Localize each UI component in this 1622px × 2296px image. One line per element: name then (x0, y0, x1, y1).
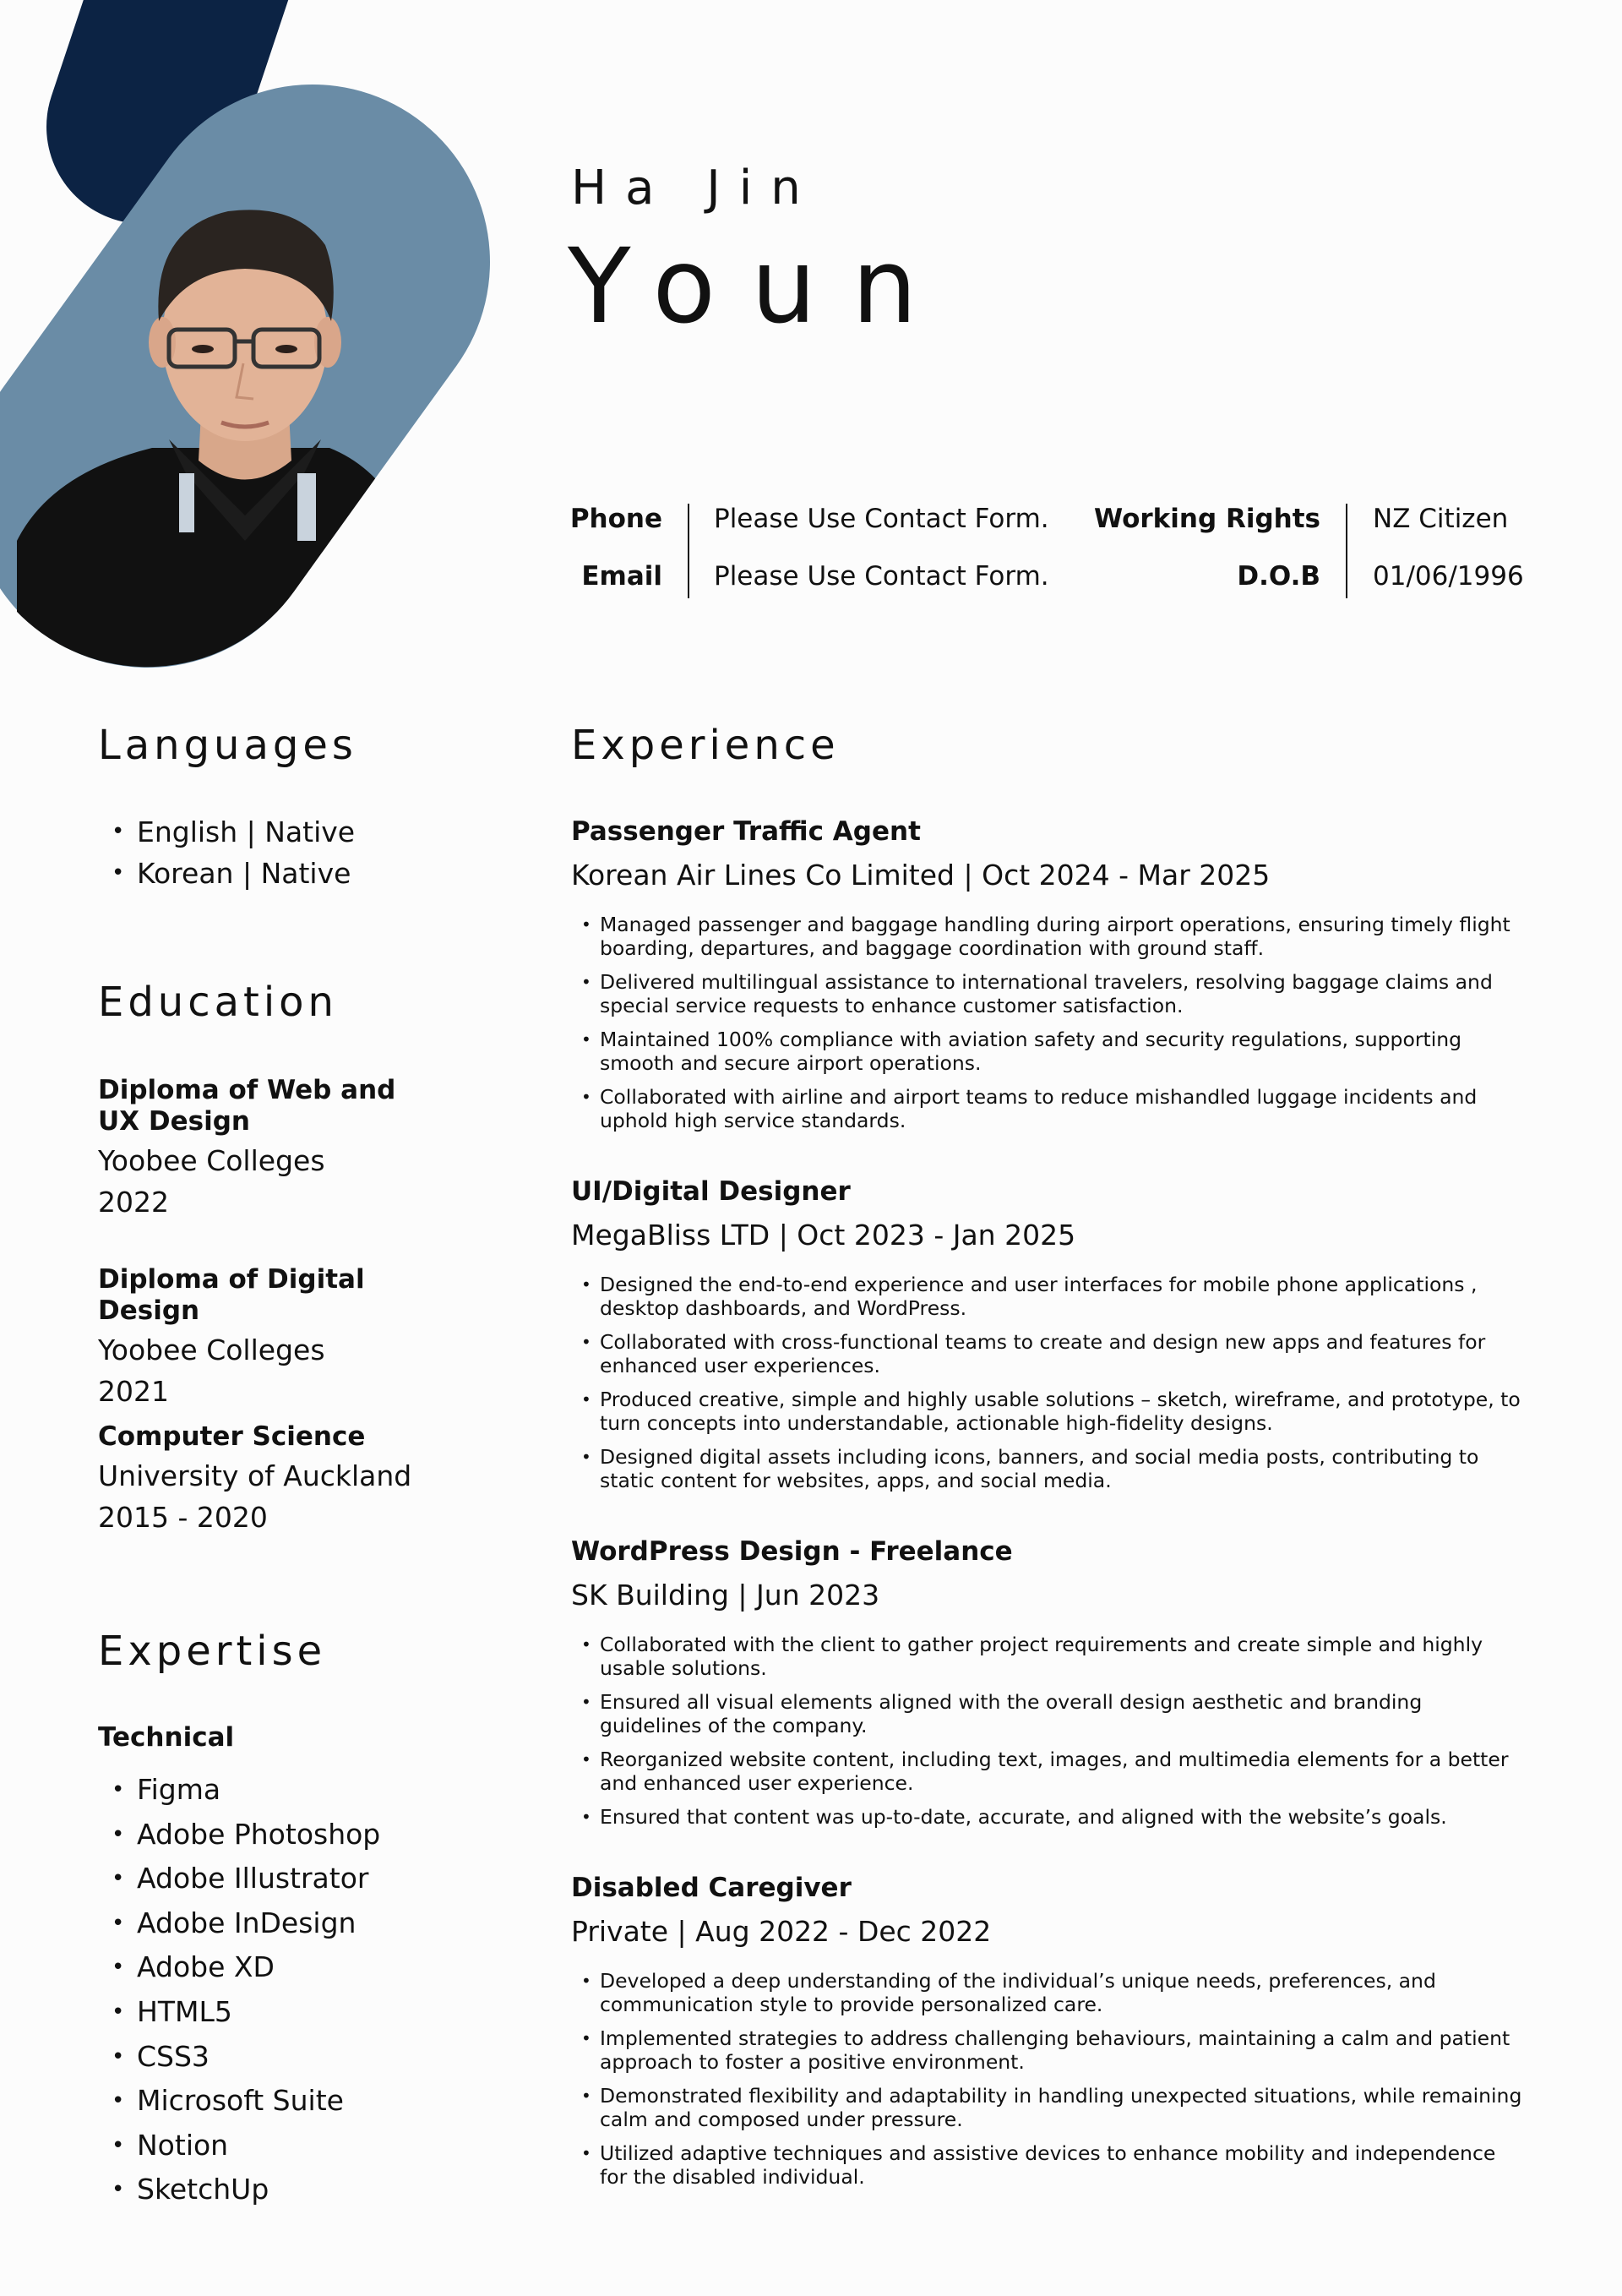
job-bullet: • Designed digital assets including icons, banners, and social media posts, contributing to static content for websites, apps, and social media. (571, 1445, 1526, 1492)
skill-item: • Adobe InDesign (98, 1901, 470, 1946)
education-item (98, 1264, 470, 1412)
education-item (98, 1075, 470, 1223)
expertise-title: Expertise (98, 1628, 327, 1675)
degree-title-line2: UX Design (98, 1106, 250, 1137)
contact-divider-right (1346, 504, 1347, 598)
skill-item: • Figma (98, 1768, 470, 1813)
skill-item: • CSS3 (98, 2035, 470, 2080)
working-rights-value: NZ Citizen (1373, 504, 1509, 534)
degree-title: Diploma of Web and (98, 1075, 396, 1105)
languages-title: Languages (98, 722, 357, 769)
skill-item: • Adobe Photoshop (98, 1813, 470, 1857)
job-entry (571, 1873, 1526, 2199)
school-name: Yoobee Colleges (98, 1144, 325, 1177)
job-bullet: • Demonstrated flexibility and adaptability in handling unexpected situations, while remaining calm and composed under pressure. (571, 2084, 1526, 2131)
job-title: Passenger Traffic Agent (571, 816, 921, 847)
experience-title: Experience (571, 722, 840, 769)
school-name: University of Auckland (98, 1459, 412, 1492)
job-bullet: • Developed a deep understanding of the individual’s unique needs, preferences, and communication style to provide personalized care. (571, 1969, 1526, 2016)
job-bullets (571, 1273, 1526, 1492)
education-year: 2015 - 2020 (98, 1501, 268, 1534)
technical-heading: Technical (98, 1722, 235, 1753)
navy-capsule (144, 0, 203, 127)
education-year: 2021 (98, 1375, 169, 1408)
skill-item: • Adobe XD (98, 1945, 470, 1990)
job-bullet: • Collaborated with airline and airport teams to reduce mishandled luggage incidents and uphold high service standards. (571, 1085, 1526, 1132)
school-name: Yoobee Colleges (98, 1333, 325, 1366)
language-item: • English | Native (98, 811, 470, 853)
dob-value: 01/06/1996 (1373, 561, 1524, 592)
job-entry (571, 1176, 1526, 1502)
dob-label: D.O.B (1237, 561, 1320, 592)
languages-list (98, 811, 470, 894)
job-bullet: • Maintained 100% compliance with aviation safety and security regulations, supporting smooth and secure airport operations. (571, 1028, 1526, 1075)
skill-item: • Adobe Illustrator (98, 1857, 470, 1901)
first-name: Ha Jin (571, 161, 819, 215)
job-title: WordPress Design - Freelance (571, 1536, 1013, 1567)
skill-item: • Microsoft Suite (98, 2079, 470, 2124)
job-entry (571, 1536, 1526, 1839)
job-bullet: • Collaborated with the client to gather project requirements and create simple and highly usable solutions. (571, 1633, 1526, 1680)
degree-title: Computer Science (98, 1421, 366, 1452)
email-label: Email (581, 561, 662, 592)
job-bullets (571, 1969, 1526, 2189)
job-entry (571, 816, 1526, 1143)
phone-value: Please Use Contact Form. (714, 504, 1049, 534)
education-item (98, 1421, 470, 1538)
job-bullet: • Delivered multilingual assistance to international travelers, resolving baggage claims and special service requests to enhance customer satisfaction. (571, 970, 1526, 1017)
email-value: Please Use Contact Form. (714, 561, 1049, 592)
job-bullet: • Produced creative, simple and highly usable solutions – sketch, wireframe, and prototype, to turn concepts into understandable, actionable high-fidelity designs. (571, 1388, 1526, 1435)
education-year: 2022 (98, 1186, 169, 1219)
job-company-dates: SK Building | Jun 2023 (571, 1579, 880, 1612)
job-bullets (571, 913, 1526, 1132)
job-bullet: • Designed the end-to-end experience and user interfaces for mobile phone applications , desktop dashboards, and WordPress. (571, 1273, 1526, 1320)
contact-divider-left (688, 504, 689, 598)
skills-list (98, 1768, 470, 2212)
last-name: Youn (568, 226, 953, 346)
job-title: UI/Digital Designer (571, 1176, 851, 1207)
job-bullet: • Ensured all visual elements aligned with the overall design aesthetic and branding guidelines of the company. (571, 1690, 1526, 1737)
job-bullets (571, 1633, 1526, 1829)
job-bullet: • Utilized adaptive techniques and assistive devices to enhance mobility and independence for the disabled individual. (571, 2141, 1526, 2189)
degree-title: Diploma of Digital Design (98, 1264, 365, 1326)
job-title: Disabled Caregiver (571, 1873, 852, 1903)
skill-item: • HTML5 (98, 1990, 470, 2035)
job-company-dates: MegaBliss LTD | Oct 2023 - Jan 2025 (571, 1219, 1076, 1252)
skill-item: • SketchUp (98, 2168, 470, 2212)
job-bullet: • Managed passenger and baggage handling during airport operations, ensuring timely flight boarding, departures, and baggage coordination with ground staff. (571, 913, 1526, 960)
language-item: • Korean | Native (98, 853, 470, 894)
job-bullet: • Reorganized website content, including text, images, and multimedia elements for a better and enhanced user experience. (571, 1748, 1526, 1795)
skill-item: • Notion (98, 2124, 470, 2168)
education-title: Education (98, 979, 338, 1026)
phone-label: Phone (569, 504, 662, 534)
job-company-dates: Korean Air Lines Co Limited | Oct 2024 - Mar 2025 (571, 859, 1271, 892)
job-bullet: • Collaborated with cross-functional teams to create and design new apps and features for enhanced user experiences. (571, 1330, 1526, 1377)
job-bullet: • Ensured that content was up-to-date, accurate, and aligned with the website’s goals. (571, 1805, 1526, 1829)
working-rights-label: Working Rights (1094, 504, 1320, 534)
job-company-dates: Private | Aug 2022 - Dec 2022 (571, 1915, 992, 1948)
job-bullet: • Implemented strategies to address challenging behaviours, maintaining a calm and patient approach to foster a positive environment. (571, 2026, 1526, 2074)
